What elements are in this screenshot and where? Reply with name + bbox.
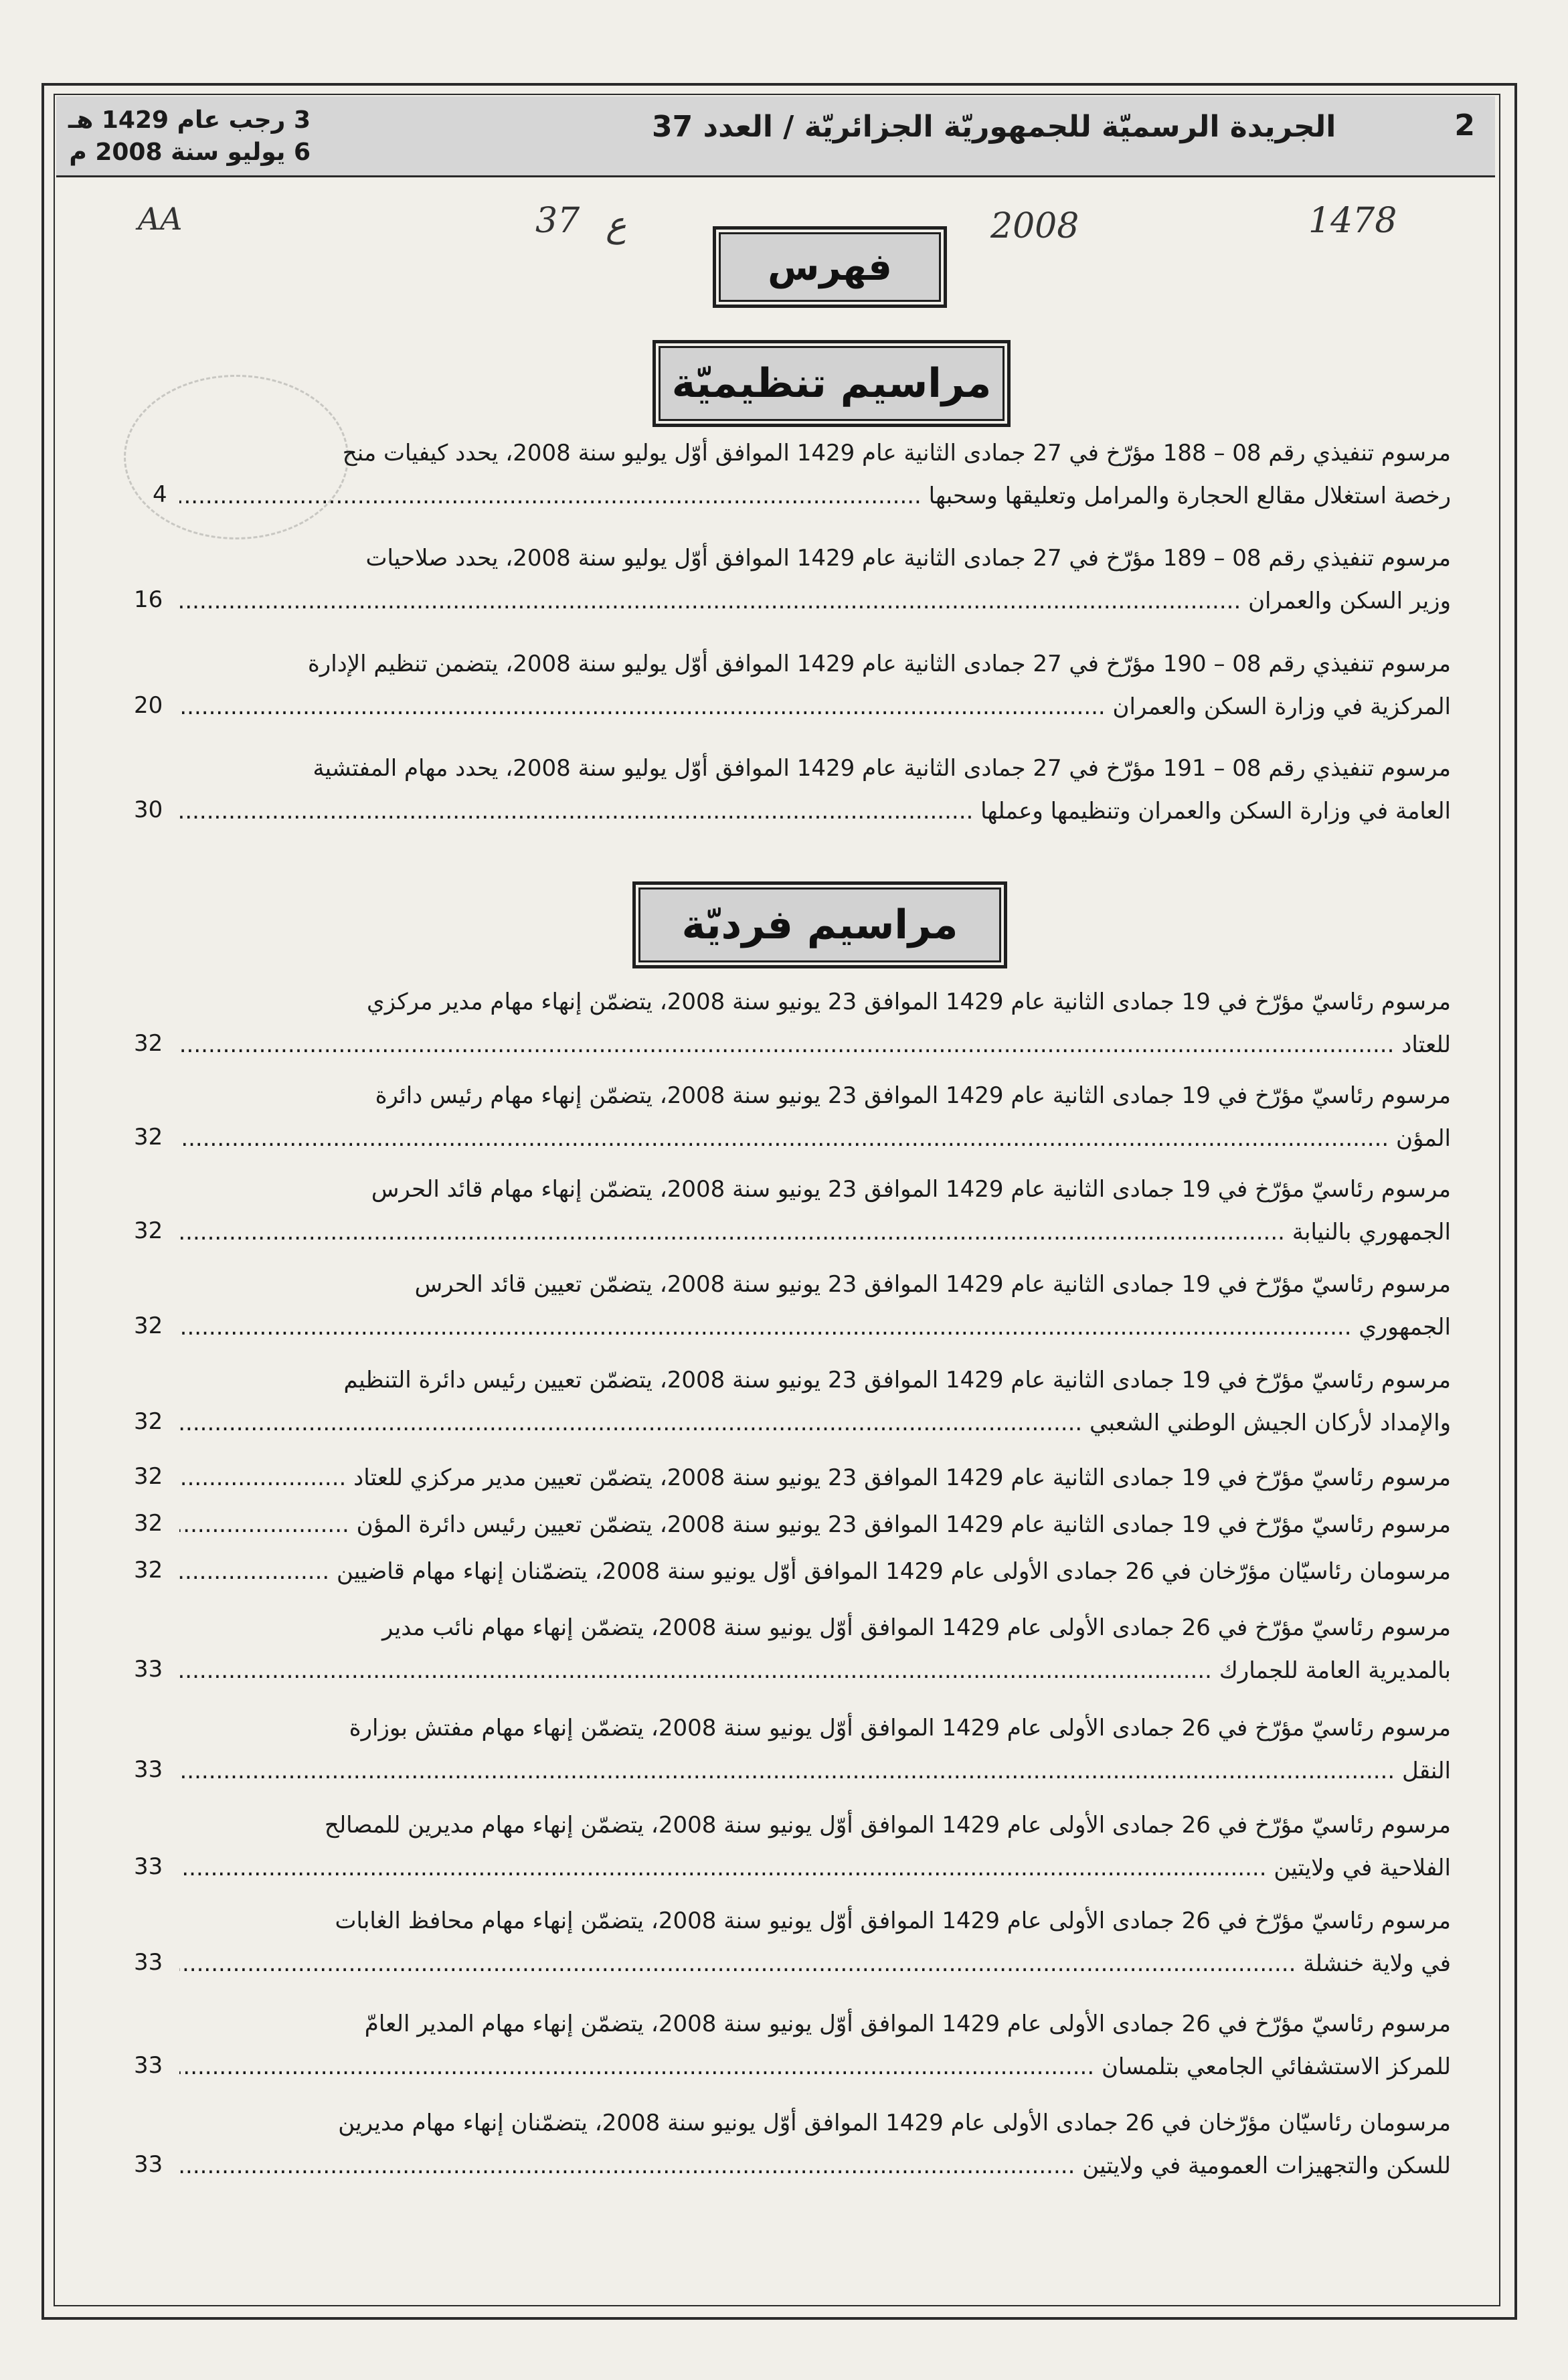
entry-line: مرسومان رئاسيّان مؤرّخان في 26 جمادى الأولى عام 1429 الموافق أوّل يونيو سنة 2008، يتضمّنان إنهاء مهام مديرين xyxy=(338,2110,1451,2136)
entry-line: بالمديرية العامة للجمارك ..... xyxy=(179,1656,1451,1685)
entry-page-number: 32 xyxy=(134,1557,163,1584)
entry-page-number: 32 xyxy=(134,1510,163,1537)
entry-line: مرسوم رئاسيّ مؤرّخ في 19 جمادى الثانية عام 1429 الموافق 23 يونيو سنة 2008، يتضمّن تعيين رئيس دائرة التنظيم xyxy=(343,1367,1451,1393)
entry-page-number: 32 xyxy=(134,1408,163,1435)
entry-line: مرسوم رئاسيّ مؤرّخ في 26 جمادى الأولى عام 1429 الموافق أوّل يونيو سنة 2008، يتضمّن إنهاء مهام نائب مدير xyxy=(381,1614,1451,1641)
handwritten-year: 2008 xyxy=(990,206,1079,246)
entry-page-number: 20 xyxy=(134,692,163,719)
entry-line: مرسوم رئاسيّ مؤرّخ في 19 جمادى الثانية عام 1429 الموافق 23 يونيو سنة 2008، يتضمّن تعيين مدير مركزي للعتاد ..... xyxy=(179,1463,1451,1493)
date-gregorian: 6 يوليو سنة 2008 م xyxy=(69,139,311,166)
entry-line: مرسوم رئاسيّ مؤرّخ في 26 جمادى الأولى عام 1429 الموافق أوّل يونيو سنة 2008، يتضمّن إنهاء مهام محافظ الغابات xyxy=(335,1907,1451,1934)
section-heading-individual-text: مراسيم فرديّة xyxy=(681,902,958,948)
entry-line: مرسوم تنفيذي رقم 08 – 188 مؤرّخ في 27 جمادى الثانية عام 1429 الموافق أوّل يوليو سنة 2008، يحدد كيفيات منح xyxy=(342,440,1451,466)
entry-line: مرسومان رئاسيّان مؤرّخان في 26 جمادى الأولى عام 1429 الموافق أوّل يونيو سنة 2008، يتضمّنان إنهاء مهام قاضيين ..... xyxy=(179,1557,1451,1586)
entry-line: المؤن ..... xyxy=(179,1124,1451,1153)
entry-page-number: 33 xyxy=(134,1656,163,1683)
entry-line: للعتاد ..... xyxy=(179,1030,1451,1059)
entry-line: مرسوم رئاسيّ مؤرّخ في 26 جمادى الأولى عام 1429 الموافق أوّل يونيو سنة 2008، يتضمّن إنهاء مهام المدير العامّ xyxy=(364,2011,1451,2037)
entry-line: مرسوم رئاسيّ مؤرّخ في 19 جمادى الثانية عام 1429 الموافق 23 يونيو سنة 2008، يتضمّن إنهاء مهام مدير مركزي xyxy=(366,989,1451,1015)
entry-page-number: 33 xyxy=(134,1853,163,1880)
gazette-title: الجريدة الرسميّة للجمهوريّة الجزائريّة / العدد 37 xyxy=(652,110,1336,144)
entry-line: المركزية في وزارة السكن والعمران ..... xyxy=(179,692,1451,721)
entry-line: رخصة استغلال مقالع الحجارة والمرامل وتعليقها وسحبها ..... xyxy=(179,481,1451,511)
entry-page-number: 33 xyxy=(134,2052,163,2079)
entry-page-number: 32 xyxy=(134,1217,163,1244)
handwritten-initials: AA xyxy=(138,201,183,237)
entry-line: مرسوم رئاسيّ مؤرّخ في 19 جمادى الثانية عام 1429 الموافق 23 يونيو سنة 2008، يتضمّن إنهاء مهام رئيس دائرة xyxy=(375,1082,1451,1109)
entry-line: والإمداد لأركان الجيش الوطني الشعبي ..... xyxy=(179,1408,1451,1438)
section-heading-regulatory-text: مراسيم تنظيميّة xyxy=(671,360,992,407)
entry-page-number: 32 xyxy=(134,1312,163,1339)
faded-stamp xyxy=(124,375,349,539)
entry-line: مرسوم رئاسيّ مؤرّخ في 19 جمادى الثانية عام 1429 الموافق 23 يونيو سنة 2008، يتضمّن تعيين رئيس دائرة المؤن ..... xyxy=(179,1510,1451,1539)
entry-line: العامة في وزارة السكن والعمران وتنظيمها وعملها ..... xyxy=(179,796,1451,826)
entry-line: مرسوم تنفيذي رقم 08 – 190 مؤرّخ في 27 جمادى الثانية عام 1429 الموافق أوّل يوليو سنة 2008، يتضمن تنظيم الإدارة xyxy=(307,651,1451,677)
entry-page-number: 33 xyxy=(134,2151,163,2178)
entry-line: للمركز الاستشفائي الجامعي بتلمسان ..... xyxy=(179,2052,1451,2081)
entry-line: النقل ..... xyxy=(179,1756,1451,1786)
entry-line: الفلاحية في ولايتين ..... xyxy=(179,1853,1451,1883)
entry-line: مرسوم رئاسيّ مؤرّخ في 19 جمادى الثانية عام 1429 الموافق 23 يونيو سنة 2008، يتضمّن إنهاء مهام قائد الحرس xyxy=(371,1176,1451,1203)
entry-line: مرسوم رئاسيّ مؤرّخ في 26 جمادى الأولى عام 1429 الموافق أوّل يونيو سنة 2008، يتضمّن إنهاء مهام مفتش بوزارة xyxy=(349,1715,1451,1741)
handwritten-code: 1478 xyxy=(1308,201,1397,241)
handwritten-number: 37 xyxy=(535,201,580,241)
entry-line: مرسوم رئاسيّ مؤرّخ في 19 جمادى الثانية عام 1429 الموافق 23 يونيو سنة 2008، يتضمّن تعيين قائد الحرس xyxy=(414,1271,1451,1298)
entry-page-number: 32 xyxy=(134,1124,163,1151)
entry-page-number: 33 xyxy=(134,1756,163,1783)
entry-line: مرسوم تنفيذي رقم 08 – 191 مؤرّخ في 27 جمادى الثانية عام 1429 الموافق أوّل يوليو سنة 2008، يحدد مهام المفتشية xyxy=(313,755,1451,782)
entry-page-number: 33 xyxy=(134,1949,163,1976)
entry-line: مرسوم تنفيذي رقم 08 – 189 مؤرّخ في 27 جمادى الثانية عام 1429 الموافق أوّل يوليو سنة 2008، يحدد صلاحيات xyxy=(365,545,1451,572)
section-heading-individual xyxy=(632,881,1007,968)
entry-line: للسكن والتجهيزات العمومية في ولايتين ..... xyxy=(179,2151,1451,2181)
issue-date xyxy=(68,104,311,169)
entry-line: الجمهوري بالنيابة ..... xyxy=(179,1217,1451,1247)
entry-page-number: 16 xyxy=(134,586,163,613)
page-header xyxy=(56,96,1495,177)
index-heading-text: فهرس xyxy=(768,245,892,289)
entry-page-number: 30 xyxy=(134,796,163,823)
index-heading xyxy=(713,226,947,308)
entry-page-number: 32 xyxy=(134,1030,163,1057)
entry-line: مرسوم رئاسيّ مؤرّخ في 26 جمادى الأولى عام 1429 الموافق أوّل يونيو سنة 2008، يتضمّن إنهاء مهام مديرين للمصالح xyxy=(324,1812,1451,1839)
section-heading-regulatory xyxy=(652,340,1011,427)
entry-line: وزير السكن والعمران ..... xyxy=(179,586,1451,616)
entry-page-number: 32 xyxy=(134,1463,163,1490)
page-number: 2 xyxy=(1454,108,1475,143)
entry-line: الجمهوري ..... xyxy=(179,1312,1451,1342)
entry-page-number: 4 xyxy=(153,481,167,508)
handwritten-mark: ع xyxy=(606,205,627,245)
date-hijri: 3 رجب عام 1429 هـ xyxy=(68,106,311,134)
entry-line: في ولاية خنشلة ..... xyxy=(179,1949,1451,1978)
